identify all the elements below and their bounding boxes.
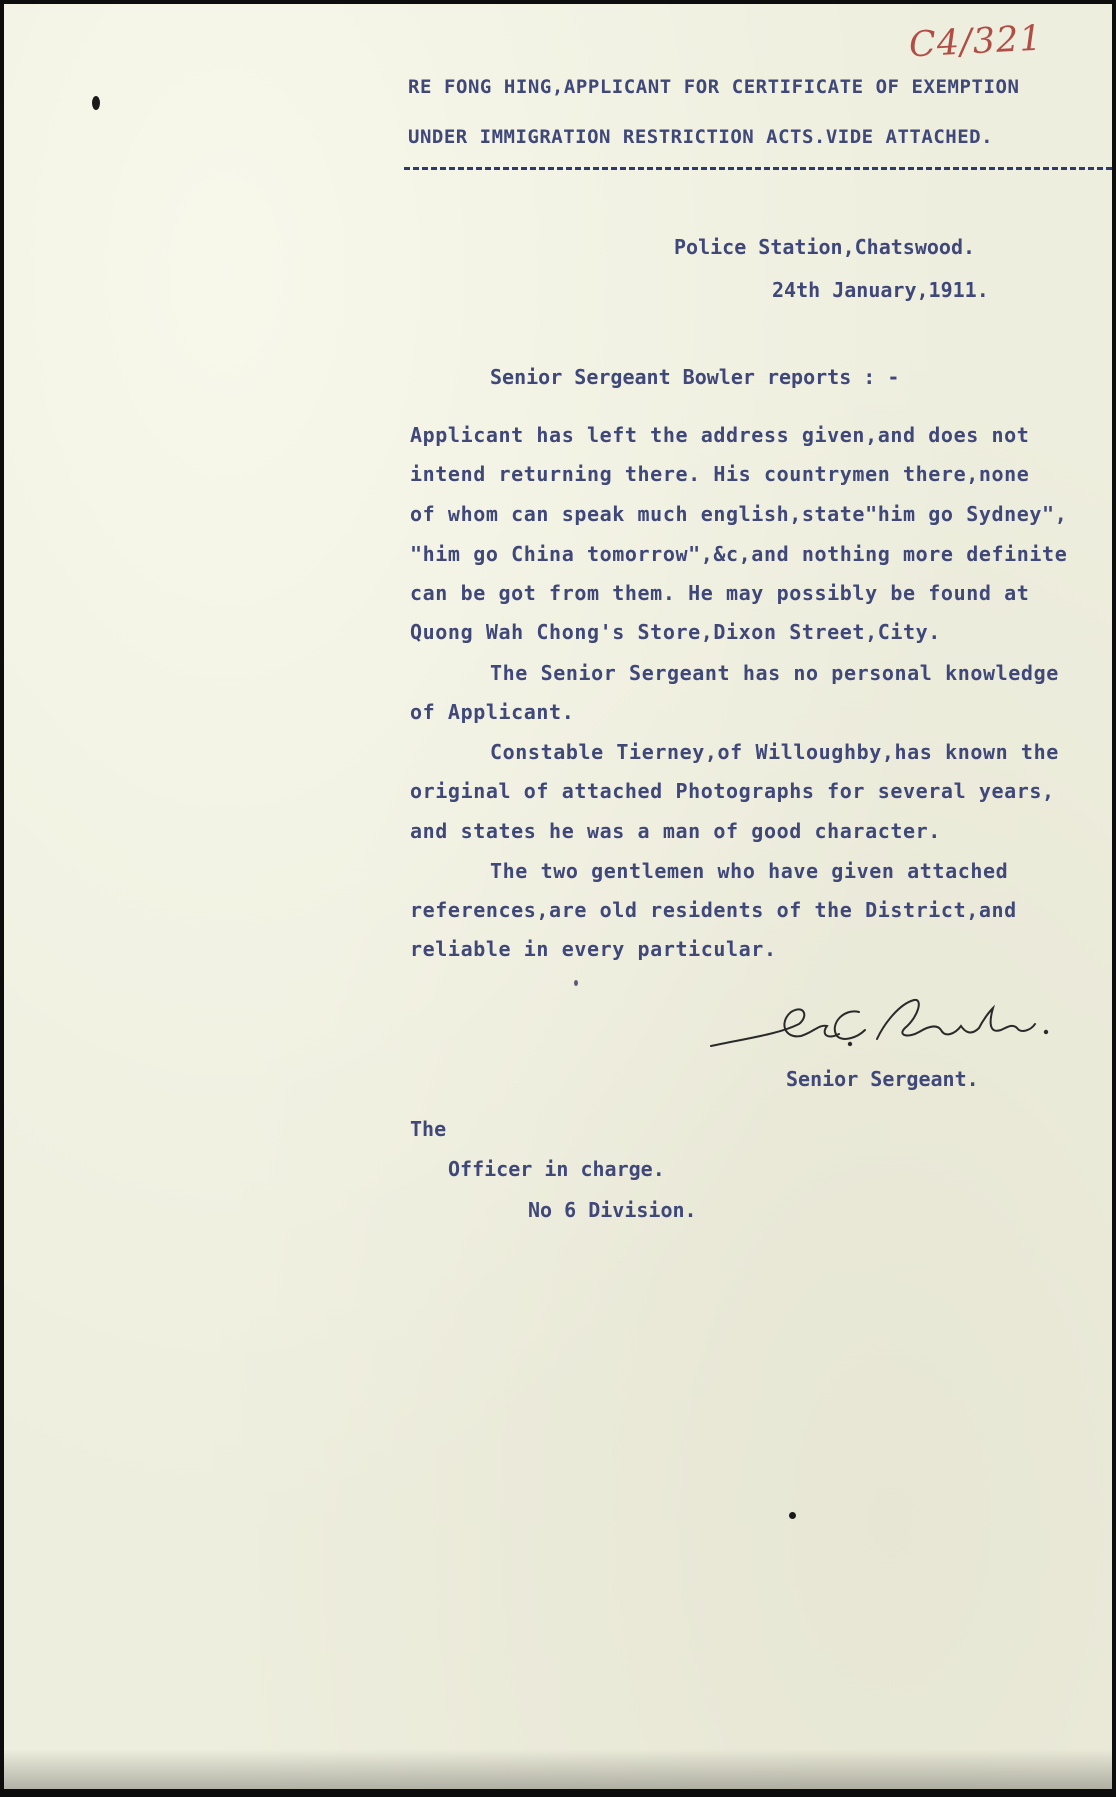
heading-underline: [404, 167, 1112, 170]
body-line: and states he was a man of good character.: [410, 819, 941, 843]
addressee-line: Officer in charge.: [448, 1157, 665, 1181]
addressee-line: No 6 Division.: [528, 1198, 697, 1222]
reference-number: C4/321: [908, 18, 1044, 66]
body-line: The two gentlemen who have given attached: [490, 859, 1009, 883]
heading-line-2: UNDER IMMIGRATION RESTRICTION ACTS.VIDE ATTACHED.: [408, 126, 994, 148]
body-line: of Applicant.: [410, 700, 575, 724]
body-line: original of attached Photographs for several years,: [410, 779, 1055, 803]
location-line: Police Station,Chatswood.: [674, 235, 976, 259]
heading-line-1: RE FONG HING,APPLICANT FOR CERTIFICATE OF EXEMPTION: [408, 76, 1020, 98]
body-line: can be got from them. He may possibly be found at: [410, 581, 1030, 605]
body-line: "him go China tomorrow",&c,and nothing more definite: [410, 542, 1068, 566]
signature-title: Senior Sergeant.: [786, 1067, 979, 1091]
body-line: Quong Wah Chong's Store,Dixon Street,City.: [410, 620, 941, 644]
body-line: Constable Tierney,of Willoughby,has known the: [490, 740, 1059, 764]
body-line: references,are old residents of the District,and: [410, 898, 1017, 922]
body-line: Applicant has left the address given,and does not: [410, 423, 1030, 447]
addressee-line: The: [410, 1117, 447, 1141]
report-intro: Senior Sergeant Bowler reports : -: [490, 365, 900, 389]
document-page: [4, 4, 1112, 1789]
date-line: 24th January,1911.: [772, 278, 989, 302]
body-line: of whom can speak much english,state"him go Sydney",: [410, 502, 1068, 526]
body-line: reliable in every particular.: [410, 937, 777, 961]
body-line: intend returning there. His countrymen there,none: [410, 462, 1030, 486]
ink-speck: [92, 96, 100, 110]
handwritten-signature: [709, 994, 1059, 1064]
ink-speck: [574, 980, 578, 986]
body-line: The Senior Sergeant has no personal knowledge: [490, 661, 1059, 685]
ink-speck: [789, 1512, 796, 1519]
